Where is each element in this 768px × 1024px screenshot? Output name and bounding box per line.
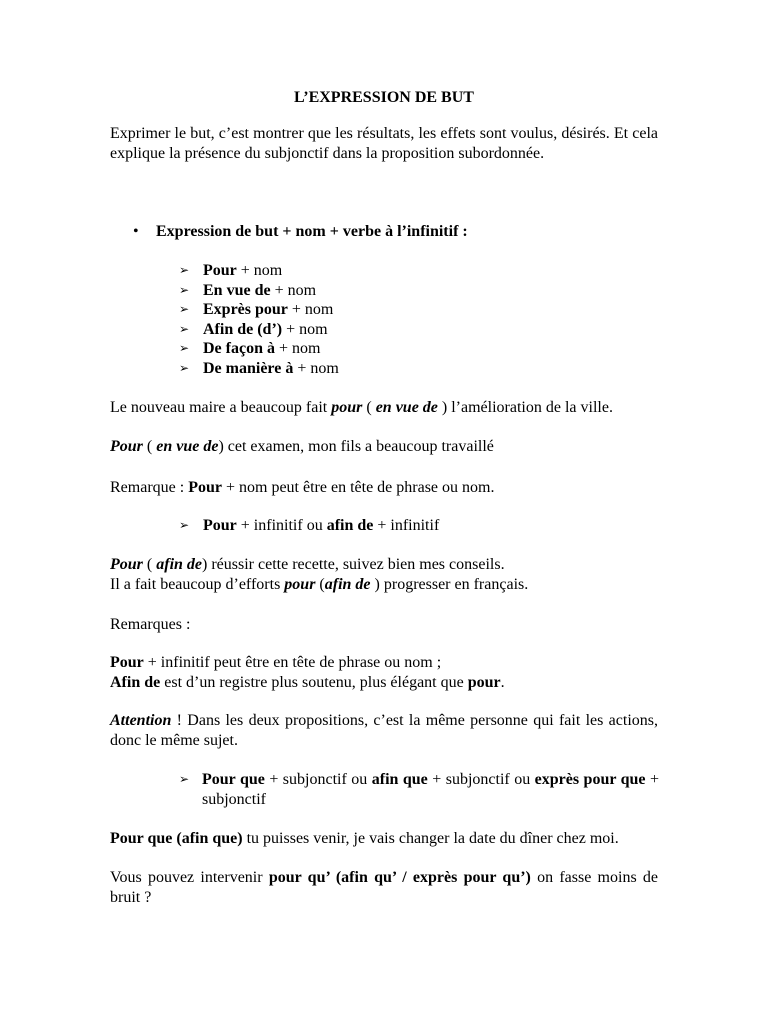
arrow-bullet-icon: ➢ bbox=[179, 302, 190, 316]
arrow-bullet-icon: ➢ bbox=[179, 282, 190, 297]
remarks-label: Remarques : bbox=[110, 616, 191, 633]
list-item: ➢ Exprès pour + nom bbox=[179, 301, 334, 318]
list-item: ➢ Pour + nom bbox=[179, 262, 283, 279]
bullet-icon: • bbox=[133, 223, 139, 240]
arrow-bullet-icon: ➢ bbox=[179, 321, 190, 336]
section-heading-text: Expression de but + nom + verbe à l’infinitif : bbox=[156, 223, 468, 240]
arrow-bullet-icon: ➢ bbox=[179, 772, 190, 786]
arrow-bullet-icon: ➢ bbox=[179, 341, 190, 355]
example-sentence-6: Vous pouvez intervenir pour qu’ (afin qu’ / exprès pour qu’) on fasse moins de bruit ? bbox=[110, 869, 659, 906]
example-sentence-2: Pour ( en vue de) cet examen, mon fils a beaucoup travaillé bbox=[110, 438, 494, 455]
arrow-bullet-icon: ➢ bbox=[179, 263, 190, 277]
list-item: ➢ Pour + infinitif ou afin de + infinitif bbox=[179, 517, 440, 534]
arrow-bullet-icon: ➢ bbox=[179, 518, 190, 532]
attention-note: Attention ! Dans les deux propositions, c’est la même personne qui fait les actions, donc le même sujet. bbox=[110, 712, 658, 749]
list-item: ➢ De façon à + nom bbox=[179, 340, 321, 357]
list-item: ➢ Afin de (d’) + nom bbox=[179, 320, 328, 338]
intro-paragraph: Exprimer le but, c’est montrer que les résultats, les effets sont voulus, désirés. Et cela explique la présence du subjonctif dans la proposition subordonnée. bbox=[110, 125, 658, 162]
example-sentence-1: Le nouveau maire a beaucoup fait pour ( en vue de ) l’amélioration de la ville. bbox=[110, 399, 613, 416]
expression-list bbox=[179, 261, 659, 378]
example-sentence-5: Pour que (afin que) tu puisses venir, je vais changer la date du dîner chez moi. bbox=[110, 830, 619, 847]
example-sentence-3: Pour ( afin de) réussir cette recette, suivez bien mes conseils. bbox=[110, 556, 505, 573]
page-title: L’EXPRESSION DE BUT bbox=[294, 89, 474, 106]
remark-2: Pour + infinitif peut être en tête de phrase ou nom ; bbox=[110, 654, 442, 671]
example-sentence-4: Il a fait beaucoup d’efforts pour (afin de ) progresser en français. bbox=[110, 576, 529, 593]
list-item: ➢ En vue de + nom bbox=[179, 281, 317, 299]
arrow-bullet-icon: ➢ bbox=[179, 360, 190, 375]
remark-1: Remarque : Pour + nom peut être en tête de phrase ou nom. bbox=[110, 479, 495, 496]
section-heading-3: ➢ Pour que + subjonctif ou afin que + subjonctif ou exprès pour que + subjonctif bbox=[179, 771, 660, 808]
remark-3: Afin de est d’un registre plus soutenu, plus élégant que pour. bbox=[110, 674, 505, 691]
list-item: ➢ De manière à + nom bbox=[179, 359, 339, 377]
section-heading-2 bbox=[179, 516, 659, 536]
